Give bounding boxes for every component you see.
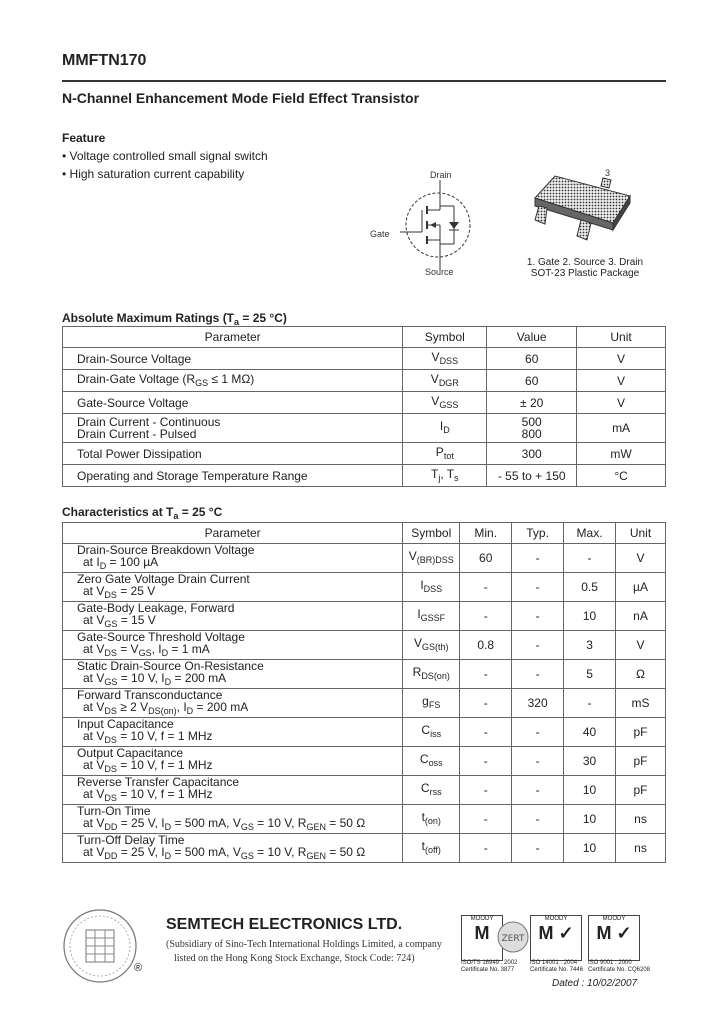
package-caption-line1: 1. Gate 2. Source 3. Drain xyxy=(526,257,644,268)
unit-cell: mS xyxy=(616,689,666,718)
subsidiary-note: (Subsidiary of Sino-Tech International Holdings Limited, a company listed on the Hong Kong Stock Exchange, Stock Code: 724) xyxy=(166,939,442,964)
unit-cell: pF xyxy=(616,718,666,747)
typ-cell: 320 xyxy=(512,689,564,718)
table-row xyxy=(63,544,666,573)
value-cell: 300 xyxy=(487,443,577,465)
value-cell: 60 xyxy=(487,370,577,392)
unit-cell: nA xyxy=(616,602,666,631)
package-caption-line2: SOT-23 Plastic Package xyxy=(530,268,640,279)
unit-cell: Ω xyxy=(616,660,666,689)
cert-iso-ts16949: MOODY M ZERT ISO/TS 16949 : 2002 Certificate No. 3877 xyxy=(461,915,529,971)
symbol-cell: $T_j$, $T_s$ xyxy=(403,465,487,487)
param-cell: Zero Gate Voltage Drain Current at $V_{DS} = 25$ V xyxy=(63,573,403,602)
min-cell: - xyxy=(460,689,512,718)
drain-label: Drain xyxy=(430,170,452,180)
typ-cell: - xyxy=(512,573,564,602)
max-cell: 40 xyxy=(564,718,616,747)
param-cell: Drain-Source Breakdown Voltage at $I_D = 100$ µA xyxy=(63,544,403,573)
header-cell: Unit xyxy=(577,327,666,348)
table-row xyxy=(63,689,666,718)
company-name: SEMTECH ELECTRONICS LTD. xyxy=(166,916,403,933)
max-cell: 5 xyxy=(564,660,616,689)
symbol-cell: $P_{tot}$ xyxy=(403,443,487,465)
param-cell: Input Capacitance at $V_{DS} = 10$ V, f = 1 MHz xyxy=(63,718,403,747)
typ-cell: - xyxy=(512,631,564,660)
param-cell: Reverse Transfer Capacitance at $V_{DS} = 10$ V, f = 1 MHz xyxy=(63,776,403,805)
header-cell: Symbol xyxy=(403,523,460,544)
param-cell: Drain-Source Voltage xyxy=(63,348,403,370)
param-cell: Total Power Dissipation xyxy=(63,443,403,465)
unit-cell: ns xyxy=(616,805,666,834)
table-row xyxy=(63,834,666,863)
table-row xyxy=(63,602,666,631)
typ-cell: - xyxy=(512,834,564,863)
symbol-cell: $V_{(BR)DSS}$ xyxy=(403,544,460,573)
cert-iso-14001: MOODY M ✓ ISO 14001 : 2004 Certificate No. 7446 xyxy=(530,916,584,973)
symbol-cell: $V_{GSS}$ xyxy=(403,392,487,414)
symbol-cell: $V_{DSS}$ xyxy=(403,348,487,370)
typ-cell: - xyxy=(512,660,564,689)
value-cell: 500 800 xyxy=(487,414,577,443)
characteristics-title: Characteristics at $T_a = 25$ °C xyxy=(62,505,223,521)
unit-cell: V xyxy=(577,392,666,414)
typ-cell: - xyxy=(512,602,564,631)
abs-max-title: Absolute Maximum Ratings ($T_a = 25$ °C) xyxy=(62,311,287,327)
symbol-cell: $C_{iss}$ xyxy=(403,718,460,747)
table-row xyxy=(63,660,666,689)
unit-cell: pF xyxy=(616,776,666,805)
value-cell: 60 xyxy=(487,348,577,370)
unit-cell: V xyxy=(616,631,666,660)
param-cell: Gate-Body Leakage, Forward at $V_{GS} = 15$ V xyxy=(63,602,403,631)
unit-cell: mW xyxy=(577,443,666,465)
header-cell: Value xyxy=(487,327,577,348)
typ-cell: - xyxy=(512,747,564,776)
param-cell: Drain Current - Continuous Drain Current - Pulsed xyxy=(63,414,403,443)
table-header-row xyxy=(63,327,666,348)
header-cell: Max. xyxy=(564,523,616,544)
characteristics-table xyxy=(62,522,666,863)
max-cell: 3 xyxy=(564,631,616,660)
min-cell: 0.8 xyxy=(460,631,512,660)
min-cell: - xyxy=(460,602,512,631)
min-cell: 60 xyxy=(460,544,512,573)
table-row xyxy=(63,718,666,747)
param-cell: Static Drain-Source On-Resistance at $V_{GS} = 10$ V, $I_D = 200$ mA xyxy=(63,660,403,689)
table-row xyxy=(63,573,666,602)
min-cell: - xyxy=(460,747,512,776)
max-cell: 10 xyxy=(564,602,616,631)
param-cell: Gate-Source Threshold Voltage at $V_{DS} = V_{GS}$, $I_D = 1$ mA xyxy=(63,631,403,660)
feature-heading: Feature xyxy=(62,131,106,145)
table-header-row xyxy=(63,523,666,544)
feature-item: • Voltage controlled small signal switch xyxy=(62,149,268,163)
symbol-cell: $V_{GS(th)}$ xyxy=(403,631,460,660)
max-cell: - xyxy=(564,544,616,573)
symbol-cell: $t_{(on)}$ xyxy=(403,805,460,834)
package-caption xyxy=(500,257,670,279)
param-cell: Turn-Off Delay Time at $V_{DD} = 25$ V, $I_D = 500$ mA, $V_{GS} = 10$ V, $R_{GEN} = 50$ Ω xyxy=(63,834,403,863)
unit-cell: µA xyxy=(616,573,666,602)
param-cell: Gate-Source Voltage xyxy=(63,392,403,414)
unit-cell: °C xyxy=(577,465,666,487)
unit-cell: pF xyxy=(616,747,666,776)
mosfet-symbol xyxy=(400,180,480,270)
symbol-cell: $C_{rss}$ xyxy=(403,776,460,805)
max-cell: 0.5 xyxy=(564,573,616,602)
device-subtitle: N-Channel Enhancement Mode Field Effect Transistor xyxy=(62,90,420,106)
typ-cell: - xyxy=(512,805,564,834)
param-cell: Output Capacitance at $V_{DS} = 10$ V, f = 1 MHz xyxy=(63,747,403,776)
header-cell: Typ. xyxy=(512,523,564,544)
symbol-cell: $I_D$ xyxy=(403,414,487,443)
symbol-cell: $I_{DSS}$ xyxy=(403,573,460,602)
symbol-cell: $C_{oss}$ xyxy=(403,747,460,776)
unit-cell: ns xyxy=(616,834,666,863)
header-cell: Symbol xyxy=(403,327,487,348)
unit-cell: mA xyxy=(577,414,666,443)
table-row xyxy=(63,805,666,834)
unit-cell: V xyxy=(616,544,666,573)
table-row xyxy=(63,370,666,392)
max-cell: 10 xyxy=(564,776,616,805)
header-cell: Min. xyxy=(460,523,512,544)
min-cell: - xyxy=(460,660,512,689)
typ-cell: - xyxy=(512,718,564,747)
abs-max-table xyxy=(62,326,666,487)
typ-cell: - xyxy=(512,776,564,805)
table-row xyxy=(63,348,666,370)
table-row xyxy=(63,392,666,414)
source-label: Source xyxy=(425,267,454,277)
param-cell: Operating and Storage Temperature Range xyxy=(63,465,403,487)
header-cell: Unit xyxy=(616,523,666,544)
max-cell: 10 xyxy=(564,834,616,863)
param-cell: Forward Transconductance at $V_{DS} \ge 2$ $V_{DS(on)}$, $I_D = 200$ mA xyxy=(63,689,403,718)
header-rule xyxy=(62,80,666,82)
header-cell: Parameter xyxy=(63,523,403,544)
table-row xyxy=(63,414,666,443)
table-row xyxy=(63,776,666,805)
symbol-cell: $g_{FS}$ xyxy=(403,689,460,718)
semtech-logo xyxy=(62,908,142,988)
symbol-cell: $t_{(off)}$ xyxy=(403,834,460,863)
cert-iso-9001: MOODY M ✓ ISO 9001 : 2000 Certificate No. CQ6208 xyxy=(588,916,651,973)
min-cell: - xyxy=(460,573,512,602)
dated-label: Dated : 10/02/2007 xyxy=(552,978,638,989)
unit-cell: V xyxy=(577,348,666,370)
symbol-cell: $I_{GSSF}$ xyxy=(403,602,460,631)
min-cell: - xyxy=(460,718,512,747)
zert-seal-icon xyxy=(497,919,529,955)
svg-text:ZERT: ZERT xyxy=(501,934,525,944)
typ-cell: - xyxy=(512,544,564,573)
table-row xyxy=(63,631,666,660)
table-row xyxy=(63,747,666,776)
max-cell: 30 xyxy=(564,747,616,776)
min-cell: - xyxy=(460,834,512,863)
value-cell: ± 20 xyxy=(487,392,577,414)
gate-label: Gate xyxy=(370,229,390,239)
max-cell: - xyxy=(564,689,616,718)
part-number: MMFTN170 xyxy=(62,52,147,69)
table-row xyxy=(63,465,666,487)
symbol-cell: $V_{DGR}$ xyxy=(403,370,487,392)
min-cell: - xyxy=(460,776,512,805)
header-cell: Parameter xyxy=(63,327,403,348)
param-cell: Drain-Gate Voltage ($R_{GS} \le 1$ MΩ) xyxy=(63,370,403,392)
min-cell: - xyxy=(460,805,512,834)
symbol-cell: $R_{DS(on)}$ xyxy=(403,660,460,689)
unit-cell: V xyxy=(577,370,666,392)
package-pin-label: 3 xyxy=(605,168,611,178)
value-cell: - 55 to + 150 xyxy=(487,465,577,487)
table-row xyxy=(63,443,666,465)
param-cell: Turn-On Time at $V_{DD} = 25$ V, $I_D = 500$ mA, $V_{GS} = 10$ V, $R_{GEN} = 50$ Ω xyxy=(63,805,403,834)
feature-item: • High saturation current capability xyxy=(62,167,245,181)
sot23-package-drawing xyxy=(525,168,640,248)
max-cell: 10 xyxy=(564,805,616,834)
registered-mark: ® xyxy=(134,962,143,974)
